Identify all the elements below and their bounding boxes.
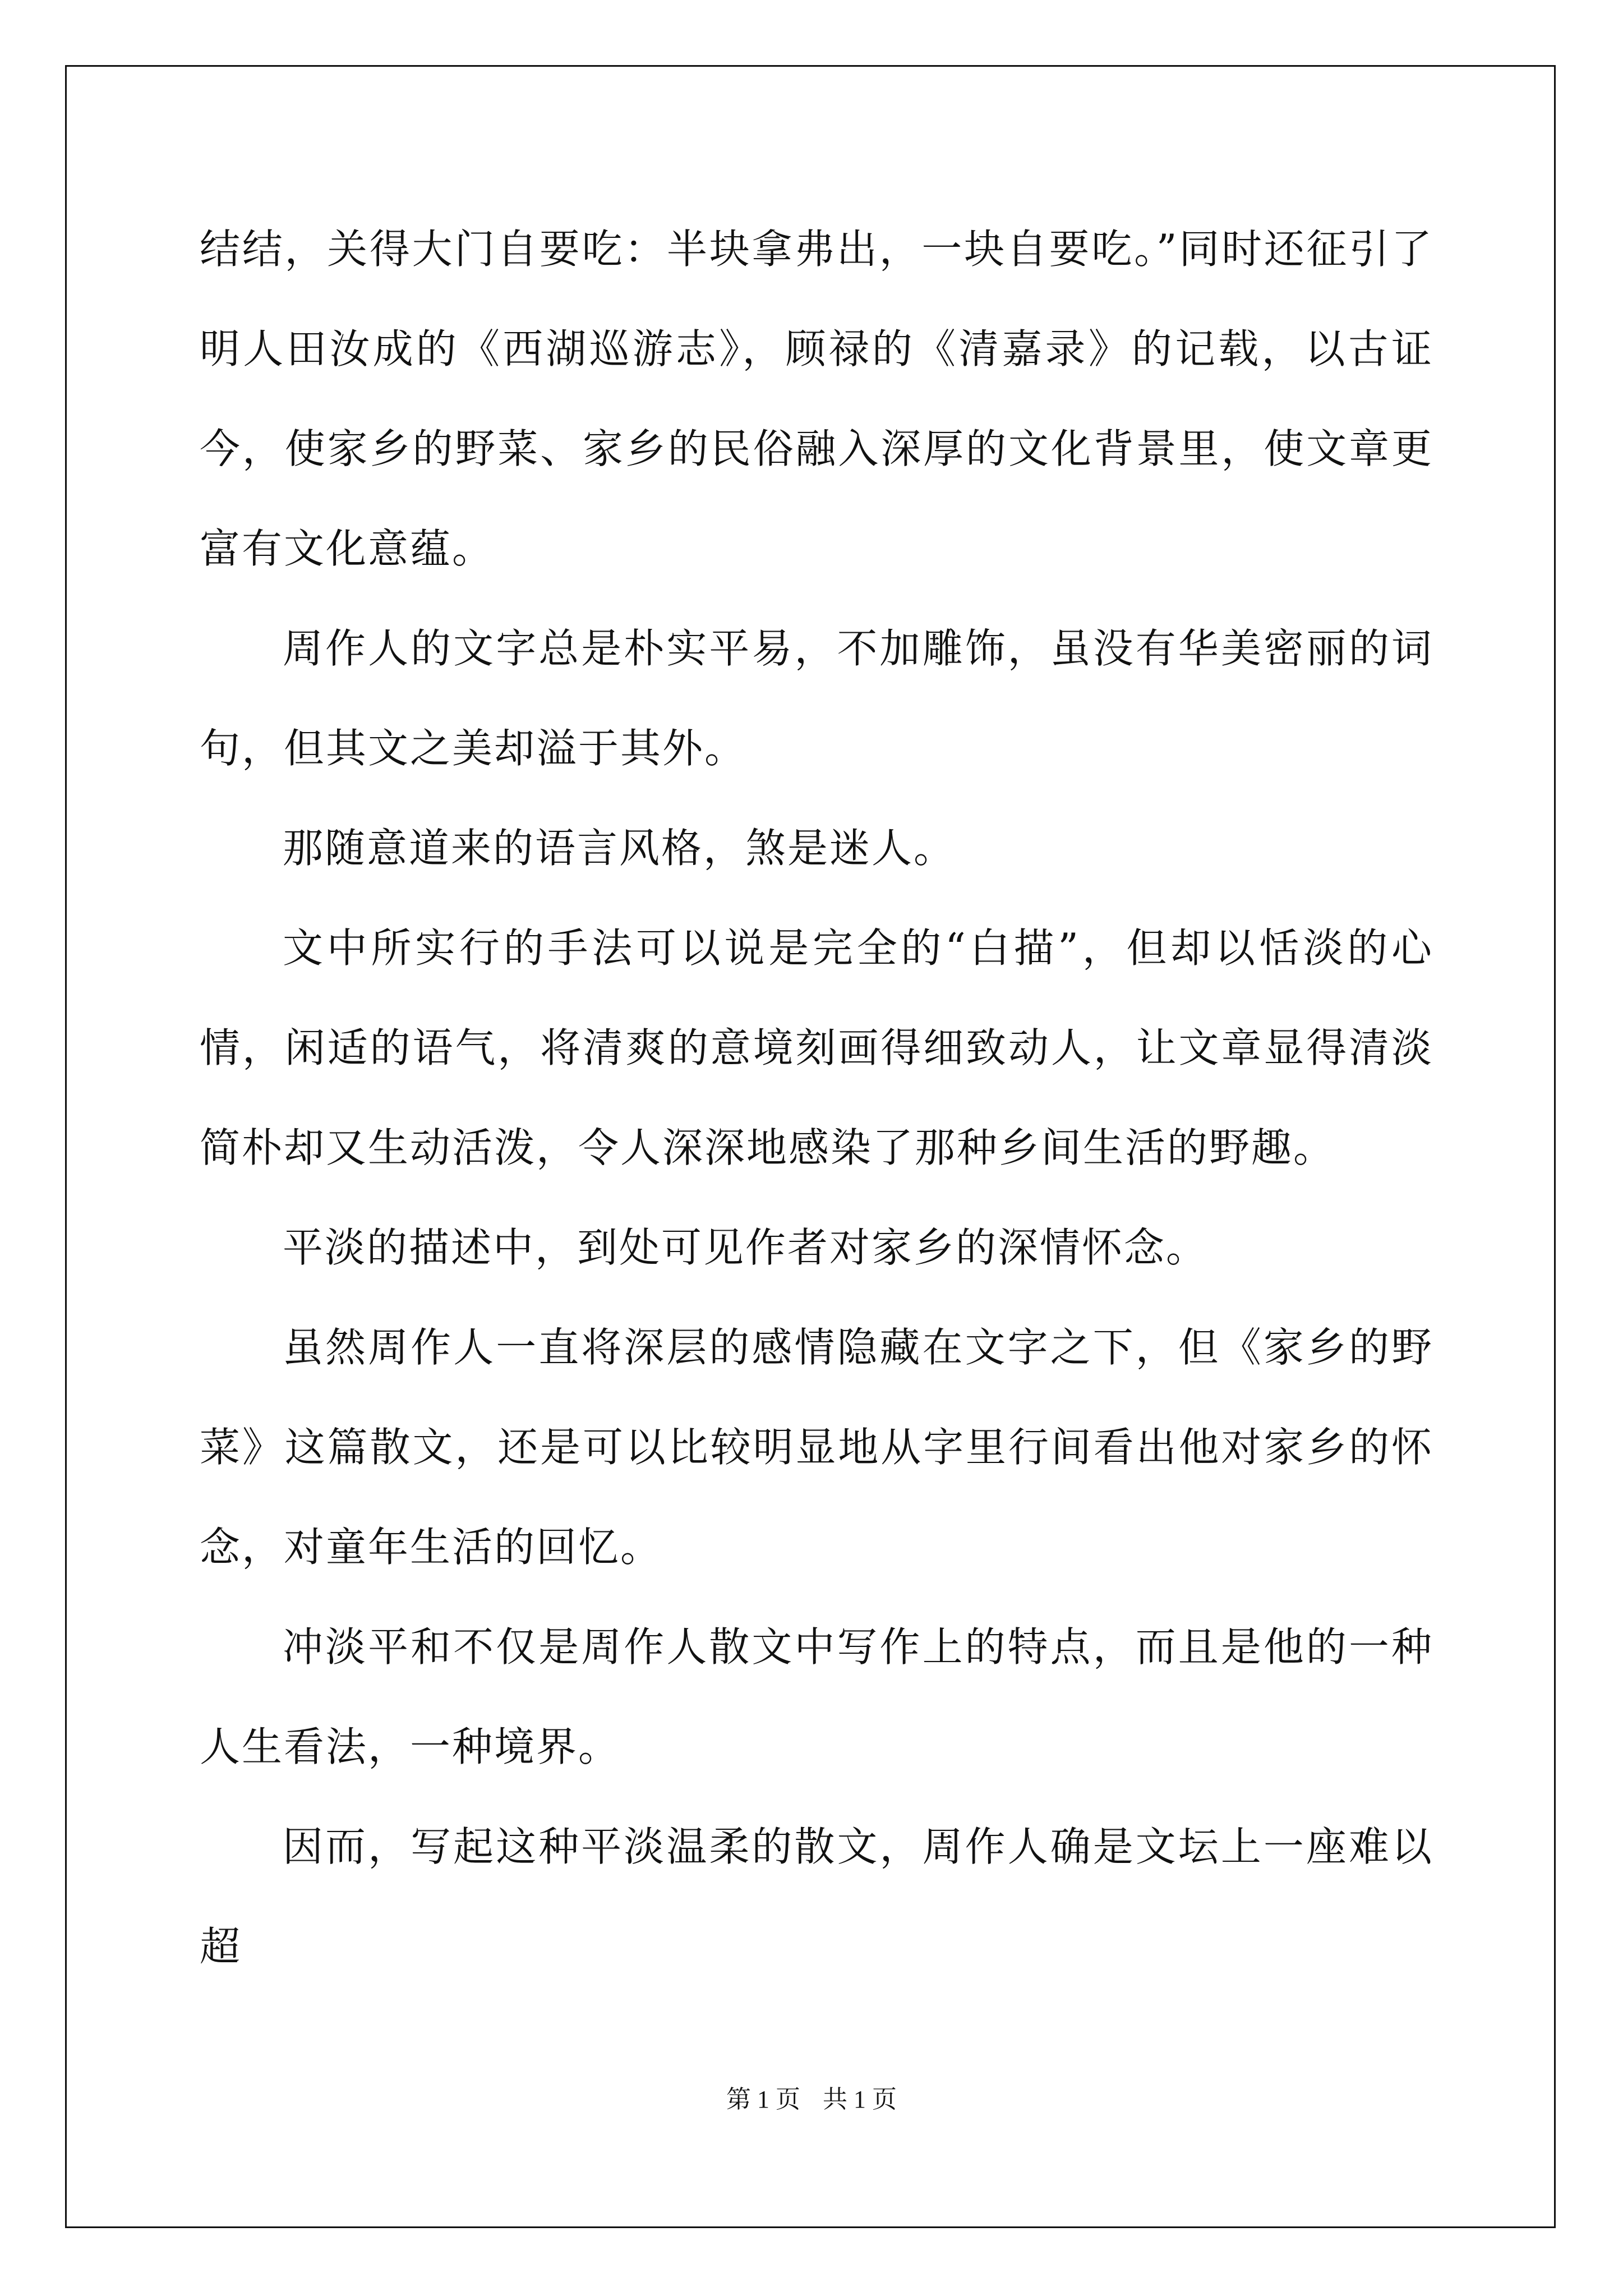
document-body bbox=[200, 199, 1433, 1996]
page-footer bbox=[0, 2079, 1623, 2115]
paragraph-4: 文中所实行的手法可以说是完全的“白描”，但却以恬淡的心情，闲适的语气，将清爽的意境刻画得细致动人，让文章显得清淡简朴却又生动活泼，令人深深地感染了那种乡间生活的野趣。 bbox=[200, 924, 1433, 1171]
page-number: 第 1 页 bbox=[726, 2086, 800, 2113]
paragraph-7: 冲淡平和不仅是周作人散文中写作上的特点，而且是他的一种人生看法，一种境界。 bbox=[200, 1623, 1433, 1770]
paragraph-6: 虽然周作人一直将深层的感情隐藏在文字之下，但《家乡的野菜》这篇散文，还是可以比较明显地从字里行间看出他对家乡的怀念，对童年生活的回忆。 bbox=[200, 1324, 1433, 1571]
paragraph-3: 那随意道来的语言风格，煞是迷人。 bbox=[283, 825, 956, 872]
paragraph-8: 因而，写起这种平淡温柔的散文，周作人确是文坛上一座难以超 bbox=[200, 1823, 1433, 1970]
page-total: 共 1 页 bbox=[823, 2086, 897, 2113]
paragraph-2: 周作人的文字总是朴实平易，不加雕饰，虽没有华美密丽的词句，但其文之美却溢于其外。 bbox=[200, 625, 1433, 772]
paragraph-5: 平淡的描述中，到处可见作者对家乡的深情怀念。 bbox=[283, 1224, 1209, 1271]
paragraph-1: 结结，关得大门自要吃：半块拿弗出，一块自要吃。”同时还征引了明人田汝成的《西湖巡游志》，顾禄的《清嘉录》的记载，以古证今，使家乡的野菜、家乡的民俗融入深厚的文化背景里，使文章更富有文化意蕴。 bbox=[200, 226, 1433, 572]
